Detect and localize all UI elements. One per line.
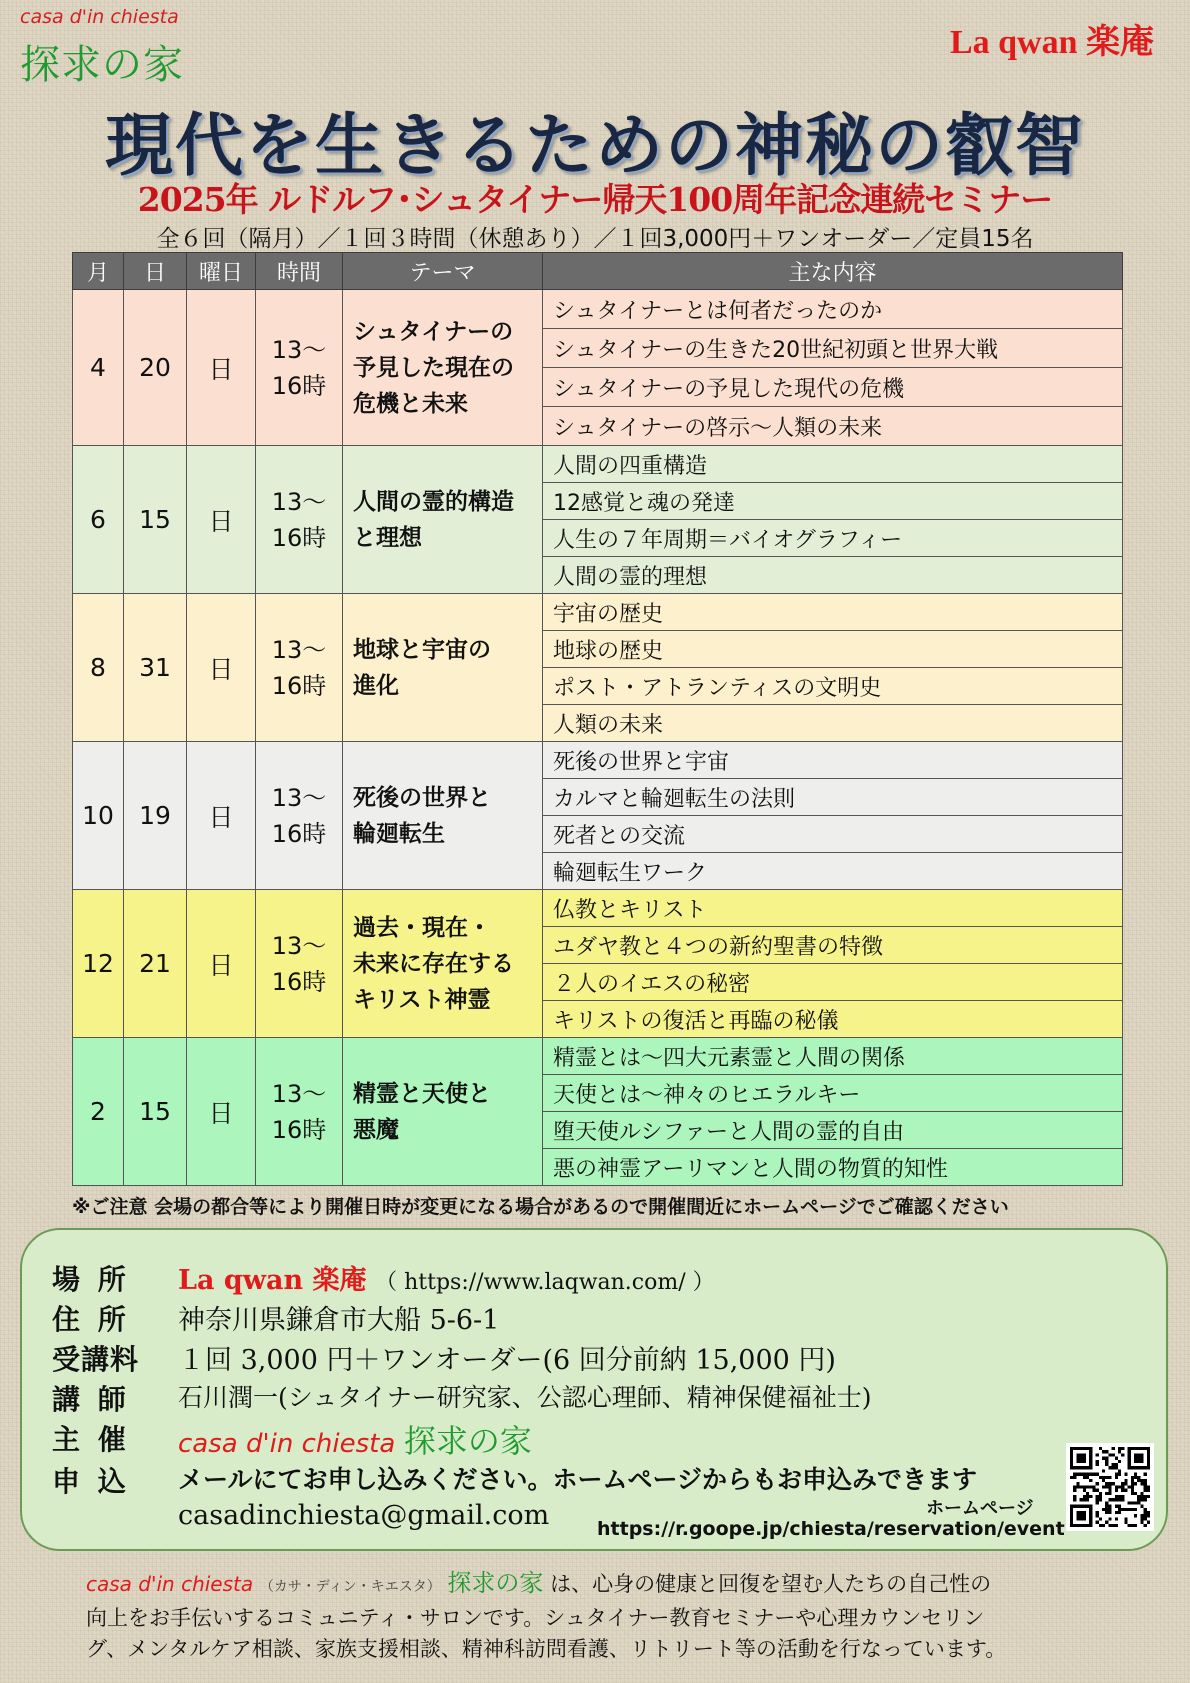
header-content: 主な内容 [543,253,1123,290]
host-label: 主 催 [52,1423,130,1456]
day-cell: 15 [124,446,187,594]
table-row [73,1038,1123,1075]
table-row [73,594,1123,631]
weekday-cell: 日 [187,1038,256,1186]
place-label: 場 所 [52,1263,130,1296]
content-cell: 人間の霊的理想 [543,557,1123,594]
footer-text-3: グ、メンタルケア相談、家族支援相談、精神科訪問看護、リトリート等の活動を行なっています。 [86,1637,1007,1661]
month-cell: 8 [73,594,124,742]
apply-label: 申 込 [52,1465,130,1498]
place-value [178,1258,715,1297]
weekday-cell: 日 [187,290,256,446]
theme-cell: 人間の霊的構造 と理想 [343,446,543,594]
weekday-cell: 日 [187,742,256,890]
content-cell: 堕天使ルシファーと人間の霊的自由 [543,1112,1123,1149]
weekday-cell: 日 [187,446,256,594]
content-cell: ポスト・アトランティスの文明史 [543,668,1123,705]
header-theme: テーマ [343,253,543,290]
month-cell: 10 [73,742,124,890]
content-cell: ユダヤ教と４つの新約聖書の特徴 [543,927,1123,964]
page-subtitle: 2025年 ルドルフ･シュタイナー帰天100周年記念連続セミナー [137,180,1053,219]
schedule-table [72,252,1123,1186]
footer-reading: （カサ・ディン・キエスタ） [259,1579,441,1595]
content-cell: カルマと輪廻転生の法則 [543,779,1123,816]
place-url: （ https://www.laqwan.com/ ） [375,1270,715,1295]
email-address[interactable]: casadinchiesta@gmail.com [178,1500,550,1531]
header-time: 時間 [256,253,343,290]
day-cell: 31 [124,594,187,742]
content-cell: シュタイナーの啓示～人類の未来 [543,407,1123,446]
org-name: 探求の家 [20,42,184,88]
day-cell: 15 [124,1038,187,1186]
footer-text-1: は、心身の健康と回復を望む人たちの自己性の [550,1572,992,1596]
table-row [73,446,1123,483]
theme-cell: 地球と宇宙の 進化 [343,594,543,742]
theme-cell: 死後の世界と 輪廻転生 [343,742,543,890]
time-cell: 13～ 16時 [256,446,343,594]
month-cell: 4 [73,290,124,446]
content-cell: 悪の神霊アーリマンと人間の物質的知性 [543,1149,1123,1186]
host-name: 探求の家 [403,1422,532,1460]
content-cell: 天使とは～神々のヒエラルキー [543,1075,1123,1112]
content-cell: ２人のイエスの秘密 [543,964,1123,1001]
address-label: 住 所 [52,1303,130,1336]
content-cell: 人類の未来 [543,705,1123,742]
lecturer-label: 講 師 [52,1383,130,1416]
time-cell: 13～ 16時 [256,742,343,890]
apply-text: メールにてお申し込みください。ホームページからもお申込みできます [178,1465,978,1494]
time-cell: 13～ 16時 [256,1038,343,1186]
fee-label: 受講料 [52,1343,140,1376]
footer-description [86,1568,1076,1665]
homepage-label: ホームページ [926,1498,1034,1519]
org-sub-name: casa d'in chiesta [20,6,179,28]
address-value: 神奈川県鎌倉市大船 5-6-1 [178,1305,500,1336]
content-cell: 仏教とキリスト [543,890,1123,927]
place-name: La qwan 楽庵 [178,1265,367,1296]
header-month: 月 [73,253,124,290]
month-cell: 2 [73,1038,124,1186]
theme-cell: 精霊と天使と 悪魔 [343,1038,543,1186]
qr-code[interactable] [1066,1443,1154,1531]
table-row [73,890,1123,927]
content-cell: シュタイナーの生きた20世紀初頭と世界大戦 [543,329,1123,368]
month-cell: 12 [73,890,124,1038]
content-cell: 輪廻転生ワーク [543,853,1123,890]
theme-cell: 過去・現在・ 未来に存在する キリスト神霊 [343,890,543,1038]
weekday-cell: 日 [187,890,256,1038]
host-value [178,1416,532,1462]
table-row [73,742,1123,779]
day-cell: 20 [124,290,187,446]
schedule-header-row [73,253,1123,290]
venue-name: La qwan 楽庵 [949,24,1154,61]
day-cell: 21 [124,890,187,1038]
seminar-summary: 全６回（隔月）／１回３時間（休憩あり）／１回3,000円＋ワンオーダー／定員15名 [156,226,1034,252]
footer-org-name: 探求の家 [447,1569,544,1597]
change-notice: ※ご注意 会場の都合等により開催日時が変更になる場合があるので開催間近にホームページでご確認ください [72,1196,1009,1218]
table-row [73,290,1123,329]
weekday-cell: 日 [187,594,256,742]
content-cell: 人間の四重構造 [543,446,1123,483]
header-weekday: 曜日 [187,253,256,290]
content-cell: 死後の世界と宇宙 [543,742,1123,779]
time-cell: 13～ 16時 [256,890,343,1038]
page-title: 現代を生きるための神秘の叡智 [104,107,1085,186]
lecturer-value: 石川潤一(シュタイナー研究家、公認心理師、精神保健福祉士) [178,1383,872,1412]
content-cell: シュタイナーとは何者だったのか [543,290,1123,329]
content-cell: 死者との交流 [543,816,1123,853]
content-cell: 12感覚と魂の発達 [543,483,1123,520]
content-cell: 精霊とは～四大元素霊と人間の関係 [543,1038,1123,1075]
footer-org-sub: casa d'in chiesta [86,1572,254,1596]
day-cell: 19 [124,742,187,890]
content-cell: 地球の歴史 [543,631,1123,668]
host-sub-name: casa d'in chiesta [178,1429,396,1459]
time-cell: 13～ 16時 [256,594,343,742]
homepage-url[interactable]: https://r.goope.jp/chiesta/reservation/event [597,1518,1065,1540]
content-cell: 宇宙の歴史 [543,594,1123,631]
fee-value: １回 3,000 円＋ワンオーダー(6 回分前納 15,000 円) [178,1345,836,1376]
content-cell: シュタイナーの予見した現代の危機 [543,368,1123,407]
header-day: 日 [124,253,187,290]
theme-cell: シュタイナーの 予見した現在の 危機と未来 [343,290,543,446]
content-cell: キリストの復活と再臨の秘儀 [543,1001,1123,1038]
footer-text-2: 向上をお手伝いするコミュニティ・サロンです。シュタイナー教育セミナーや心理カウンセリン [86,1606,985,1630]
content-cell: 人生の７年周期＝バイオグラフィー [543,520,1123,557]
time-cell: 13～ 16時 [256,290,343,446]
month-cell: 6 [73,446,124,594]
